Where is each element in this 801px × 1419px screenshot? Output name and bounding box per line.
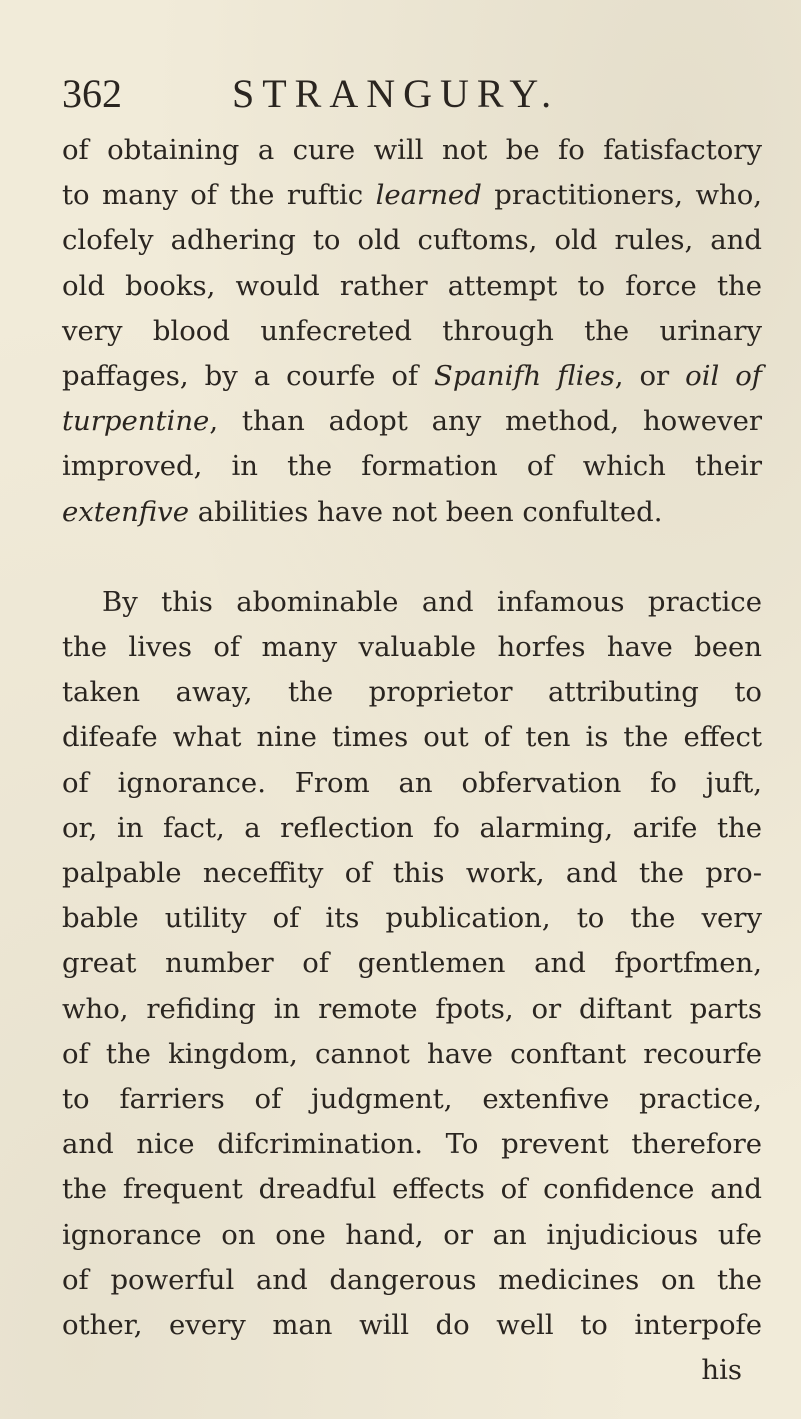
text-line: difeafe what nine times out of ten is the effect bbox=[62, 721, 762, 754]
text-line: of obtaining a cure will not be fo fatisfactory bbox=[62, 134, 762, 166]
text-line: palpable neceffity of this work, and the pro- bbox=[62, 857, 762, 889]
body-text bbox=[62, 128, 762, 1393]
text-line: clofely adhering to old cuftoms, old rules, and bbox=[62, 224, 762, 257]
text-line: of the kingdom, cannot have conftant recourfe bbox=[62, 1037, 762, 1070]
text-line: or, in fact, a reflection fo alarming, arife the bbox=[62, 811, 762, 844]
text-line: ignorance on one hand, or an injudicious ufe bbox=[62, 1218, 762, 1251]
text-line: of powerful and dangerous medicines on the bbox=[62, 1263, 762, 1296]
catchword: his bbox=[701, 1354, 742, 1387]
page-number: 362 bbox=[62, 71, 122, 116]
text-line: old books, would rather attempt to force the bbox=[62, 269, 762, 302]
text-line: turpentine, than adopt any method, however bbox=[62, 405, 762, 438]
text-line: other, every man will do well to interpofe bbox=[62, 1308, 762, 1341]
paragraph-gap bbox=[62, 535, 762, 580]
text-line: the frequent dreadful effects of confidence and bbox=[62, 1173, 762, 1206]
text-line: improved, in the formation of which their bbox=[62, 450, 762, 483]
italic-text: turpentine bbox=[62, 405, 210, 438]
text-line: By this abominable and infamous practice bbox=[102, 585, 762, 618]
text-line: great number of gentlemen and fportfmen, bbox=[62, 947, 762, 980]
text-line: and nice difcrimination. To prevent therefore bbox=[62, 1128, 762, 1161]
italic-text: oil of bbox=[685, 359, 762, 392]
italic-text: learned bbox=[375, 179, 482, 212]
running-title: STRANGURY. bbox=[232, 71, 560, 116]
text-line: the lives of many valuable horfes have been bbox=[62, 631, 762, 664]
paragraph-1 bbox=[62, 128, 762, 535]
italic-text: extenfive bbox=[62, 495, 189, 528]
text-line: to many of the ruftic learned practitioners, who, bbox=[62, 179, 763, 212]
text-line: extenfive abilities have not been confulted. bbox=[62, 495, 663, 528]
text-line: bable utility of its publication, to the very bbox=[62, 902, 762, 935]
text-line: taken away, the proprietor attributing to bbox=[62, 676, 762, 709]
page-header bbox=[62, 68, 762, 116]
text-line: who, refiding in remote fpots, or diftant parts bbox=[62, 992, 762, 1025]
text-line: very blood unfecreted through the urinary bbox=[62, 314, 762, 347]
text-line: to farriers of judgment, extenfive practice, bbox=[62, 1082, 762, 1115]
text-line: paffages, by a courfe of Spanifh flies, or oil of bbox=[62, 359, 762, 392]
italic-text: Spanifh flies bbox=[434, 359, 615, 392]
paragraph-2 bbox=[62, 580, 762, 1348]
text-line: of ignorance. From an obfervation fo juft, bbox=[62, 766, 762, 799]
